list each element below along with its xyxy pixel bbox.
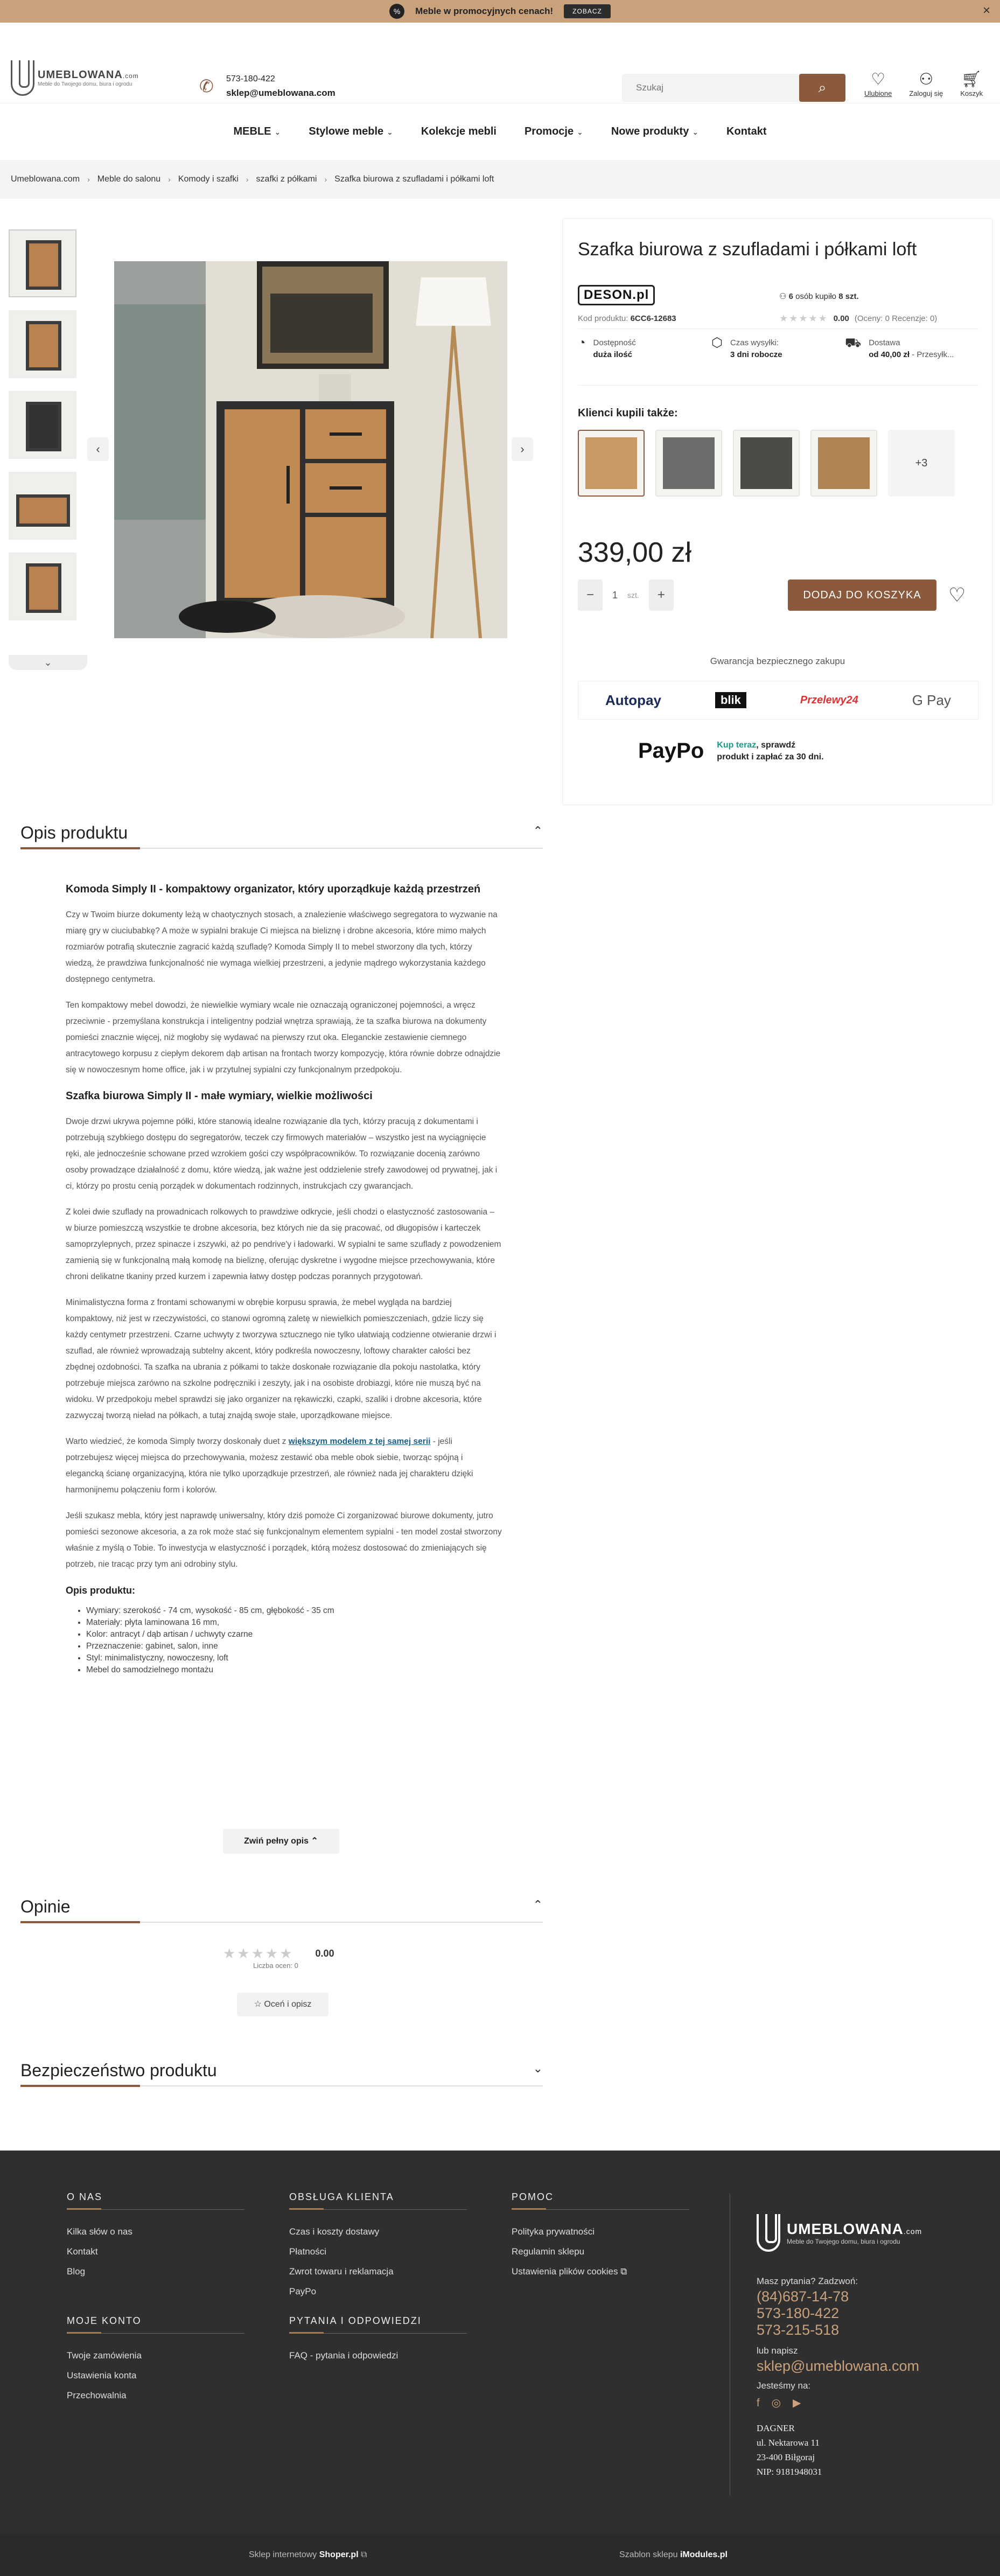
availability-icon: ◔ [578, 336, 586, 350]
credit-brand: iModules.pl [680, 2550, 728, 2559]
product-main-image[interactable] [114, 261, 507, 638]
paypo-text: produkt i zapłać za 30 dni. [717, 752, 824, 762]
imodules-credit[interactable] [619, 2550, 728, 2560]
breadcrumb-current: Szafka biurowa z szufladami i półkami loft [334, 174, 494, 184]
reviews-title: Opinie [20, 1897, 71, 1916]
site-header [0, 23, 1000, 103]
nav-label: Promocje [524, 125, 574, 137]
main-nav [0, 103, 1000, 160]
credit-brand: Shoper.pl [319, 2550, 359, 2559]
company-address [757, 2421, 919, 2479]
rate-button-label: Oceń i opisz [264, 2000, 312, 2009]
footer-bottom-bar [0, 2534, 1000, 2576]
bought-count: 6 [788, 292, 793, 301]
product-code [578, 314, 676, 323]
quantity-stepper [578, 580, 674, 611]
search-icon: ⌕ [818, 79, 827, 95]
nav-item-nowe[interactable] [611, 125, 698, 138]
rating-value: 0.00 [833, 314, 849, 323]
reviews-summary [223, 1945, 334, 1962]
chevron-down-icon: ⌄ [387, 128, 393, 136]
product-code-label: Kod produktu: [578, 314, 628, 323]
quantity-increase-button[interactable]: + [649, 580, 674, 611]
also-bought-more[interactable]: +3 [888, 430, 955, 497]
reviews-count: Liczba ocen: 0 [253, 1961, 298, 1970]
logo-tagline: Meble do Twojego domu, biura i ogrodu [787, 2238, 900, 2245]
nav-item-meble[interactable] [234, 125, 281, 138]
footer-link-label: Ustawienia plików cookies [512, 2266, 618, 2277]
specs-heading: Opis produktu: [66, 1585, 135, 1596]
chevron-right-icon: › [520, 442, 525, 456]
youtube-icon[interactable]: ▶ [793, 2397, 801, 2409]
footer-col-title: O NAS [67, 2191, 244, 2210]
nav-item-stylowe[interactable] [309, 125, 393, 138]
footer-link[interactable]: Kontakt [67, 2246, 98, 2257]
feature-shipping-time [711, 337, 845, 385]
also-bought-item[interactable] [733, 430, 800, 497]
footer-link[interactable]: Blog [67, 2266, 86, 2277]
description-paragraph: Jeśli szukasz mebla, który jest naprawdę uniwersalny, który dziś pomoże Ci zorganizować biurowe dokumenty, jutro pomieści sezonowe akcesoria, a za rok może stać się funkcjonalnym elementem sypialni - ten model został stworzony właśnie z myślą o Tobie. To inwestycja w elastyczność i porządek, którą możesz dostosować do zmieniających się potrzeb, nie tracąc przy tym ani odrobiny stylu. [66, 1511, 502, 1569]
paragraph-text: Warto wiedzieć, że komoda Simply tworzy doskonały duet z [66, 1437, 289, 1446]
thumbnail[interactable] [9, 472, 76, 540]
also-bought-image [585, 437, 637, 489]
also-bought-image [818, 437, 870, 489]
nav-item-kontakt[interactable] [726, 125, 766, 138]
spec-item: • Materiały: płyta laminowana 16 mm, [86, 1617, 502, 1629]
chevron-up-icon: ⌃ [311, 1837, 318, 1846]
promo-bar [0, 0, 1000, 23]
chevron-right-icon: › [246, 175, 249, 184]
product-info-panel [562, 218, 993, 805]
user-icon: ⚇ [919, 71, 934, 88]
promo-button[interactable]: ZOBACZ [564, 4, 611, 18]
footer-col-title: MOJE KONTO [67, 2315, 244, 2334]
product-title: Szafka biurowa z szufladami i półkami loft [578, 239, 917, 260]
promo-text: Meble w promocyjnych cenach! [415, 6, 554, 16]
footer-col-title: PYTANIA I ODPOWIEDZI [289, 2315, 467, 2334]
thumbnail-image [26, 563, 61, 613]
bought-text: osób kupiło [795, 292, 837, 301]
thumbnail-image [26, 240, 61, 290]
feature-delivery[interactable] [845, 337, 978, 385]
cart-link[interactable] [960, 70, 983, 97]
reviews-section-header[interactable] [20, 1897, 543, 1923]
description-heading: Szafka biurowa Simply II - małe wymiary, wielkie możliwości [66, 1090, 373, 1102]
paypo-text: , sprawdź [756, 740, 796, 750]
product-features [578, 337, 978, 386]
spec-item: • Wymiary: szerokość - 74 cm, wysokość - 85 cm, głębokość - 35 cm [86, 1605, 502, 1617]
truck-icon: ⛟ [845, 336, 862, 350]
quantity-unit: szt. [627, 591, 639, 599]
autopay-logo: Autopay [605, 692, 661, 708]
external-link-icon: ⧉ [620, 2266, 627, 2277]
footer-link[interactable]: Ustawienia konta [67, 2370, 137, 2380]
footer-col-about [67, 2191, 244, 2281]
also-bought-item[interactable] [578, 430, 645, 497]
heart-icon: ♡ [871, 71, 886, 88]
contact-email[interactable]: sklep@umeblowana.com [757, 2358, 920, 2374]
feature-value: od 40,00 zł [869, 350, 910, 359]
description-paragraph: Czy w Twoim biurze dokumenty leżą w chaotycznych stosach, a znalezienie właściwego segregatora to wyzwanie na miarę gry w ciuciubabkę? A może w sypialni brakuje Ci miejsca na bieliznę i drobne akcesoria, które mimo małych rozmiarów potrafią skutecznie zagracić każdą szufladę? Komoda Simply II to mebel stworzony dla tych, którzy wiedzą, że prawdziwa funkcjonalność nie wymaga wielkiej przestrzeni, a jedynie mądrego wykorzystania każdego dostępnego centymetra. [66, 910, 498, 984]
contact-ask: Masz pytania? Zadzwoń: [757, 2276, 858, 2286]
description-paragraph: Dwoje drzwi ukrywa pojemne półki, które stanowią idealne rozwiązanie dla tych, którzy pracują z dokumentami i potrzebują szybkiego dostępu do segregatorów, teczek czy firmowych materiałów – wszystko jest na wyciągnięcie ręki, ale jednocześnie schowane przed wzrokiem gości czy współpracowników. To rozwiązanie docenią zarówno osoby prowadzące działalność z domu, które wiedzą, jak ważne jest oddzielenie strefy zawodowej od prywatnej, jak i ci, którzy po prostu cenią porządek w dokumentach rodzinnych, instrukcjach czy gwarancjach. [66, 1117, 498, 1191]
description-title: Opis produktu [20, 823, 128, 842]
contact-phone[interactable]: (84)687-14-78 [757, 2288, 849, 2305]
safety-title: Bezpieczeństwo produktu [20, 2061, 217, 2080]
description-paragraph [66, 1434, 502, 1498]
thumbnail-image [16, 494, 70, 527]
login-label: Zaloguj się [909, 89, 943, 97]
description-paragraph: Ten kompaktowy mebel dowodzi, że niewielkie wymiary wcale nie oznaczają ograniczonej pojemności, a wręcz przeciwnie - przemyślana konstrukcja i inteligentny podział wnętrza sprawiają, że ta szafka biurowa na dokumenty pomieści znacznie więcej, niż mogłoby się wydawać na pierwszy rzut oka. Eleganckie zestawienie ciemnego antracytowego korpusu z ciepłym dekorem dąb artisan na frontach tworzy kompozycję, która równie dobrze odnajdzie się w nowoczesnym home office, jak i w przytulnej sypialni czy funkcjonalnym przedpokoju. [66, 1001, 501, 1074]
logo-tld: .com [903, 2227, 922, 2236]
star-rating-icon: ★★★★★ [223, 1945, 294, 1961]
product-code-value: 6CC6-12683 [630, 314, 676, 323]
breadcrumb-item[interactable]: szafki z półkami [256, 174, 317, 184]
feature-label: Czas wysyłki: [730, 338, 779, 347]
footer-link[interactable]: Regulamin sklepu [512, 2246, 585, 2257]
thumbnail[interactable] [9, 229, 76, 297]
chevron-down-icon[interactable]: ⌄ [533, 2062, 543, 2075]
header-icons [864, 70, 983, 97]
footer-link[interactable]: Płatności [289, 2246, 326, 2257]
footer-link[interactable] [512, 2261, 689, 2281]
phone-icon: ✆ [199, 76, 214, 96]
add-to-favorites-heart-icon[interactable]: ♡ [948, 584, 966, 606]
also-bought-title: Klienci kupili także: [578, 407, 678, 419]
rating-text: (Oceny: 0 Recenzje: 0) [854, 314, 938, 323]
favorites-link[interactable] [864, 70, 892, 97]
footer-col-title: OBSŁUGA KLIENTA [289, 2191, 467, 2210]
breadcrumb-item[interactable]: Umeblowana.com [11, 174, 80, 184]
also-bought-list [578, 430, 955, 497]
chevron-right-icon: › [324, 175, 327, 184]
spec-item: • Przeznaczenie: gabinet, salon, inne [86, 1640, 502, 1652]
social-icons [757, 2396, 919, 2410]
breadcrumb [0, 160, 1000, 199]
feature-availability [578, 337, 711, 385]
site-footer [0, 2151, 1000, 2534]
specs-list [66, 1605, 502, 1676]
instagram-icon[interactable]: ◎ [771, 2397, 781, 2409]
reviews-value: 0.00 [315, 1948, 334, 1959]
paragraph-text: - jeśli potrzebujesz więcej miejsca do przechowywania, możesz zestawić oba meble obok siebie, tworząc spójną i elegancką ścianę organizacyjną, która nie tylko uporządkuje przestrzeń, ale również nada jej charakteru dzięki harmonijnemu połączeniu form i kolorów. [66, 1437, 473, 1495]
breadcrumb-item[interactable]: Komody i szafki [178, 174, 239, 184]
feature-label: Dostępność [593, 338, 636, 347]
product-meta [578, 281, 978, 329]
gallery-next-button[interactable] [512, 437, 533, 461]
product-photo [114, 261, 507, 638]
favorites-label: Ulubione [864, 89, 892, 97]
nav-label: Kolekcje mebli [421, 125, 496, 137]
logo-mark-icon [11, 60, 34, 96]
logo-mark-icon [757, 2214, 780, 2252]
thumbnail[interactable] [9, 553, 76, 620]
footer-link[interactable]: Polityka prywatności [512, 2226, 595, 2237]
paypo-banner[interactable] [638, 739, 824, 763]
chevron-down-icon: ⌄ [274, 128, 281, 136]
nav-label: Nowe produkty [611, 125, 689, 137]
shoper-credit[interactable] [249, 2550, 367, 2560]
footer-contact [757, 2274, 919, 2479]
spec-item: • Mebel do samodzielnego montażu [86, 1664, 502, 1676]
address-line: ul. Nektarowa 11 [757, 2438, 820, 2448]
feature-value: duża ilość [593, 350, 633, 359]
also-bought-item[interactable] [810, 430, 877, 497]
quantity-input[interactable]: 1 [612, 589, 618, 601]
search-input[interactable] [622, 82, 799, 93]
credit-text: Sklep internetowy [249, 2550, 319, 2559]
spec-item: • Styl: minimalistyczny, nowoczesny, loft [86, 1652, 502, 1664]
also-bought-image [740, 437, 792, 489]
box-icon: ⬡ [711, 336, 723, 350]
close-icon[interactable]: × [982, 3, 990, 18]
thumbnail-image [26, 402, 61, 451]
chevron-right-icon: › [87, 175, 90, 184]
footer-link[interactable]: Zwrot towaru i reklamacja [289, 2266, 394, 2277]
brand-logo[interactable]: DESON.pl [578, 285, 655, 305]
add-to-cart-button[interactable]: DODAJ DO KOSZYKA [788, 580, 936, 611]
collapse-description-button[interactable] [223, 1829, 339, 1854]
footer-link[interactable]: PayPo [289, 2286, 317, 2296]
nav-label: Kontakt [726, 125, 767, 137]
address-line: 23-400 Biłgoraj [757, 2452, 815, 2462]
search-button[interactable] [799, 74, 845, 102]
przelewy24-logo: Przelewy24 [800, 694, 858, 706]
logo-tld: .com [122, 72, 139, 80]
login-link[interactable] [909, 70, 943, 97]
feature-label: Dostawa [869, 338, 900, 347]
footer-col-help [512, 2191, 689, 2281]
address-line: DAGNER [757, 2423, 795, 2433]
star-outline-icon: ☆ [254, 2000, 262, 2009]
contact-or-write: lub napisz [757, 2345, 798, 2356]
star-rating-icon: ★★★★★ [779, 313, 828, 324]
footer-logo[interactable] [757, 2214, 922, 2252]
chevron-down-icon: ⌄ [44, 657, 52, 668]
description-paragraph: Z kolei dwie szuflady na prowadnicach rolkowych to prawdziwe odkrycie, jeśli chodzi o elastyczność zastosowania – w biurze pomieszczą wszystkie te drobne akcesoria, bez których nie da się pracować, od długopisów i karteczek samoprzylepnych, przez spinacze i zszywki, aż po pendrive'y i ładowarki. W sypialni te same szuflady z powodzeniem zamienią się w funkcjonalną małą komodę na bieliznę, oferując dyskretne i wygodne miejsce przechowywania, które chroni delikatne tkaniny przed kurzem i zapewnia łatwy dostęp podczas porannych przygotowań. [66, 1207, 501, 1281]
guarantee-text: Gwarancja bezpiecznego zakupu [710, 656, 845, 666]
nav-label: MEBLE [233, 125, 271, 137]
also-bought-image [663, 437, 715, 489]
logo-name: UMEBLOWANA [38, 69, 123, 81]
nav-item-kolekcje[interactable] [421, 125, 496, 138]
description-section-header[interactable] [20, 823, 543, 849]
chevron-up-icon[interactable]: ⌃ [533, 1898, 543, 1911]
product-description [66, 881, 502, 1676]
cart-icon: 🛒︎ [961, 71, 982, 88]
also-bought-item[interactable] [655, 430, 722, 497]
people-icon: ⚇ [779, 292, 787, 301]
thumbnail-image [26, 321, 61, 371]
contact-phone[interactable]: 573-215-518 [757, 2322, 840, 2338]
chevron-up-icon[interactable]: ⌃ [533, 824, 543, 837]
address-line: NIP: 9181948031 [757, 2467, 822, 2477]
footer-link[interactable]: Przechowalnia [67, 2390, 127, 2400]
quantity-decrease-button[interactable]: − [578, 580, 603, 611]
footer-link[interactable]: Twoje zamówienia [67, 2350, 142, 2361]
collapse-label: Zwiń pełny opis [244, 1837, 309, 1846]
chevron-down-icon: ⌄ [692, 128, 699, 136]
series-link[interactable]: większym modelem z tej samej serii [288, 1437, 431, 1446]
header-phone[interactable]: 573-180-422 [226, 74, 275, 83]
facebook-icon[interactable]: f [757, 2397, 760, 2409]
safety-section-header[interactable] [20, 2061, 543, 2086]
gallery-prev-button[interactable] [87, 437, 109, 461]
percent-icon: % [389, 4, 404, 19]
spec-item: • Kolor: antracyt / dąb artisan / uchwyty czarne [86, 1629, 502, 1640]
footer-col-account [67, 2315, 244, 2405]
footer-col-title: POMOC [512, 2191, 689, 2210]
footer-link[interactable]: Czas i koszty dostawy [289, 2226, 380, 2237]
footer-col-service [289, 2191, 467, 2301]
bought-info [779, 291, 859, 301]
logo-name: UMEBLOWANA [787, 2221, 904, 2237]
external-link-icon: ⧉ [361, 2550, 367, 2559]
feature-value: 3 dni robocze [730, 350, 782, 359]
nav-item-promocje[interactable] [525, 125, 583, 138]
description-heading: Komoda Simply II - kompaktowy organizator, który uporządkuje każdą przestrzeń [66, 883, 481, 895]
bought-qty: 8 szt. [838, 292, 859, 301]
logo-tagline: Meble do Twojego domu, biura i ogrodu [38, 81, 132, 87]
product-rating[interactable] [779, 313, 937, 324]
site-logo[interactable] [11, 60, 139, 96]
cart-label: Koszyk [960, 89, 983, 97]
footer-col-faq [289, 2315, 467, 2365]
feature-extra: - Przesyłk... [910, 350, 954, 359]
contact-phone[interactable]: 573-180-422 [757, 2305, 840, 2321]
product-price: 339,00 zł [578, 537, 692, 568]
thumbnails-scroll-down[interactable] [9, 655, 87, 670]
description-paragraph: Minimalistyczna forma z frontami schowanymi w obrębie korpusu sprawia, że mebel wygląda na bardziej kompaktowy, niż jest w rzeczywistości, co stanowi ogromną zaletę w niewielkich pomieszczeniach, gdzie liczy się każdy centymetr przestrzeni. Czarne uchwyty z tworzywa sztucznego nie tylko ułatwiają codzienne otwieranie drzwi i szuflad, ale również wprowadzają subtelny akcent, który podkreśla nowoczesny, loftowy charakter całości bez zbędnej ozdobności. Ta szafka na ubrania z półkami to także doskonałe rozwiązanie dla pokoju nastolatka, który potrzebuje miejsca zarówno na szkolne podręczniki i zeszyty, jak i na osobiste drobiazgi, które nie muszą być na widoku. W przedpokoju mebel sprawdzi się jako organizer na rękawiczki, czapki, szaliki i drobne akcesoria, które zazwyczaj tworzą nieład na półkach, a tutaj znajdą swoje stałe, uporządkowane miejsce. [66, 1298, 496, 1420]
credit-text: Szablon sklepu [619, 2550, 680, 2559]
social-label: Jesteśmy na: [757, 2380, 811, 2391]
chevron-right-icon: › [168, 175, 171, 184]
paypo-highlight: Kup teraz [717, 740, 757, 750]
blik-logo: blik [715, 692, 746, 708]
footer-link[interactable]: Kilka słów o nas [67, 2226, 132, 2237]
gpay-logo: G Pay [912, 692, 951, 708]
search-bar [622, 74, 845, 102]
header-contact [199, 72, 335, 100]
breadcrumb-item[interactable]: Meble do salonu [97, 174, 161, 184]
paypo-logo: PayPo [638, 739, 704, 763]
payment-methods [578, 681, 978, 720]
thumbnail[interactable] [9, 310, 76, 378]
chevron-left-icon: ‹ [96, 442, 100, 456]
thumbnail[interactable] [9, 391, 76, 459]
chevron-down-icon: ⌄ [577, 128, 583, 136]
footer-link[interactable]: FAQ - pytania i odpowiedzi [289, 2350, 398, 2361]
nav-label: Stylowe meble [309, 125, 384, 137]
thumbnail-list [9, 229, 78, 633]
rate-and-review-button[interactable] [237, 1993, 328, 2016]
header-email[interactable]: sklep@umeblowana.com [226, 88, 335, 98]
